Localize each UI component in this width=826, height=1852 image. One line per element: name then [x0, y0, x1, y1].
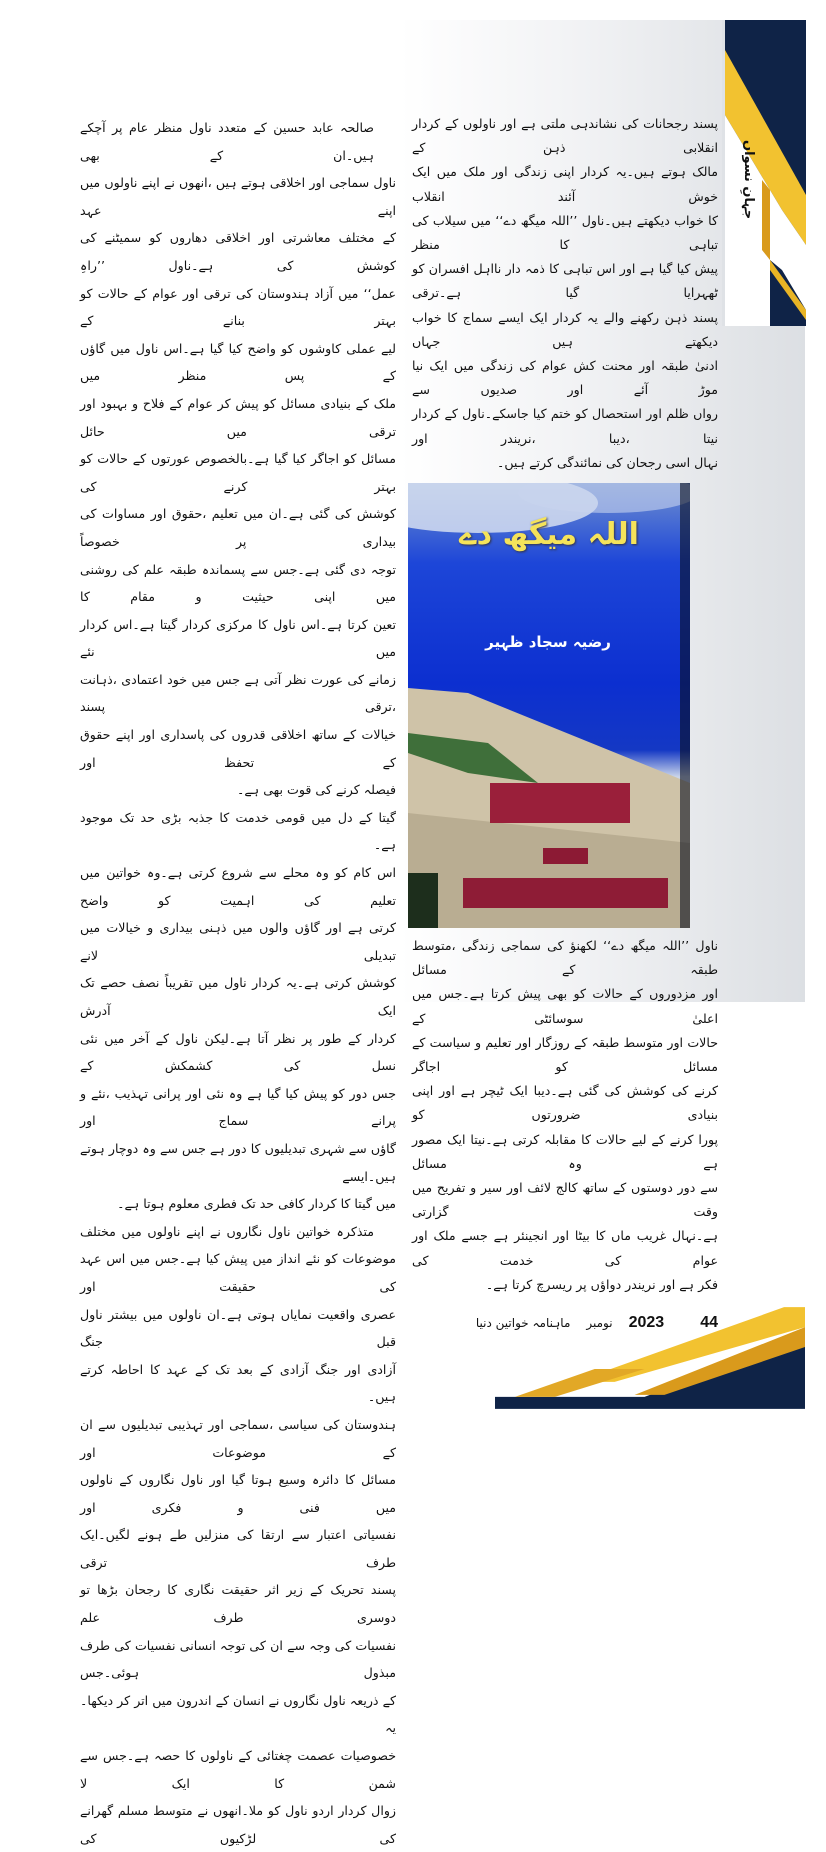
text-line: متذکرہ خواتین ناول نگاروں نے اپنے ناولوں میں مختلف — [80, 1223, 374, 1239]
right-article-column — [412, 112, 718, 475]
right-side-content — [412, 112, 718, 1409]
text-line: پورا کرنے کے لیے حالات کا مقابلہ کرتی ہے۔نیتا ایک مصور ہے وہ مسائل — [412, 1131, 718, 1171]
page-footer — [412, 1309, 805, 1409]
text-line: میں گیتا کا کردار کافی حد تک فطری معلوم ہوتا ہے۔ — [117, 1196, 396, 1212]
text-line: ہندوستان کی سیاسی ،سماجی اور تہذیبی تبدیلیوں سے ان کے موضوعات اور — [80, 1416, 396, 1460]
text-line: حالات اور متوسط طبقہ کے روزگار اور تعلیم و سیاست کے مسائل کو اجاگر — [412, 1034, 718, 1075]
left-article-column — [80, 114, 396, 1852]
cover-title: اللہ میگھ دے — [459, 517, 639, 553]
text-line: ناول ’’اللہ میگھ دے‘‘ لکھنؤ کی سماجی زندگی ،متوسط طبقہ کے مسائل — [412, 938, 718, 978]
magazine-name: ماہنامہ خواتین دنیا — [475, 1316, 571, 1331]
text-line: فکر ہے اور نریندر دواؤں پر ریسرچ کرتا ہے۔ — [485, 1276, 718, 1292]
page-number: 44 — [700, 1314, 718, 1332]
text-line: موضوعات کو نئے انداز میں پیش کیا ہے۔جس میں اس عہد کی حقیقت اور — [80, 1251, 396, 1294]
section-label: جہانِ نسواں — [741, 140, 756, 220]
issue-month: نومبر — [586, 1316, 613, 1331]
text-line: نفسیاتی اعتبار سے ارتقا کی منزلیں طے ہونے لگیں۔ایک طرف ترقی — [80, 1527, 396, 1570]
text-line: ادنیٰ طبقہ اور محنت کش عوام کی زندگی میں ایک نیا موڑ آئے اور صدیوں سے — [412, 358, 718, 398]
text-line: کرنے کی کوشش کی گئی ہے۔دیبا ایک ٹیچر ہے اور اپنی بنیادی ضرورتوں کو — [412, 1083, 718, 1123]
text-line: پسند رجحانات کی نشاندہی ملتی ہے اور ناولوں کے کردار انقلابی ذہن کے — [412, 116, 718, 156]
text-line: مسائل کا دائرہ وسیع ہوتا گیا اور ناول نگاروں کے ناولوں میں فنی و فکری اور — [80, 1472, 396, 1515]
text-line: گاؤں سے شہری تبدیلیوں کا دور ہے جس سے وہ دوچار ہوتے ہیں۔ایسے — [80, 1140, 396, 1184]
text-line: نہال اسی رجحان کی نمائندگی کرتے ہیں۔ — [496, 454, 718, 470]
text-line: پسند ذہن رکھنے والے یہ کردار ایک ایسے سماج کا خواب دیکھتے ہیں جہاں — [412, 309, 718, 349]
text-line: پیش کیا گیا ہے اور اس تباہی کا ذمہ دار نااہل افسران کو ٹھہرایا گیا ہے۔ترقی — [412, 261, 718, 301]
text-line: کردار کے طور پر نظر آتا ہے۔لیکن ناول کے آخر میں نئی نسل کی کشمکش کے — [80, 1030, 396, 1074]
text-line: خصوصیات عصمت چغتائی کے ناولوں کا حصہ ہے۔جس سے شمن کا ایک لا — [80, 1748, 396, 1791]
text-line: مالک ہوتے ہیں۔یہ کردار اپنی زندگی اور ملک میں ایک خوش آئند انقلاب — [412, 164, 718, 204]
text-line: رواں ظلم اور استحصال کو ختم کیا جاسکے۔ناول کے کردار نیتا ،دیبا ،نریندر اور — [412, 406, 718, 446]
text-line: کے ذریعہ ناول نگاروں نے انسان کے اندرون میں اتر کر دیکھا۔یہ — [80, 1692, 396, 1736]
text-line: ملک کے بنیادی مسائل کو پیش کر عوام کے فلاح و بہبود اور ترقی میں حائل — [80, 395, 396, 439]
text-line: لیے عملی کاوشوں کو واضح کیا گیا ہے۔اس ناول میں گاؤں کے پس منظر میں — [80, 340, 396, 384]
text-line: کوشش کی گئی ہے۔ان میں تعلیم ،حقوق اور مساوات کی بیداری پر خصوصاً — [80, 506, 396, 549]
text-line: خیالات کے ساتھ اخلاقی قدروں کی پاسداری اور اپنے حقوق کے تحفظ اور — [80, 727, 396, 770]
text-line: صالحہ عابد حسین کے متعدد ناول منظر عام پر آچکے ہیں۔ان کے بھی — [80, 120, 374, 163]
text-line: کے مختلف معاشرتی اور اخلاقی دھاروں کو سمیٹنے کی کوشش کی ہے۔ناول ’’راہِ — [80, 230, 396, 273]
text-line: ہے۔نہال غریب ماں کا بیٹا اور انجینئر ہے جسے ملک اور عوام کی خدمت کی — [412, 1228, 718, 1268]
text-line: گیتا کے دل میں قومی خدمت کا جذبہ بڑی حد تک موجود ہے۔ — [80, 809, 396, 853]
text-line: نفسیات کی وجہ سے ان کی توجہ انسانی نفسیات کی طرف مبذول ہوئی۔جس — [80, 1637, 396, 1681]
text-line: پسند تحریک کے زیر اثر حقیقت نگاری کا رجحان بڑھا تو دوسری طرف علم — [80, 1582, 396, 1626]
text-line: مسائل کو اجاگر کیا گیا ہے۔بالخصوص عورتوں کے حالات کو بہتر کرنے کی — [80, 451, 396, 494]
text-line: عمل‘‘ میں آزاد ہندوستان کی ترقی اور عوام کے حالات کو بہتر بنانے کے — [80, 285, 396, 329]
text-line: اس کام کو وہ محلے سے شروع کرتی ہے۔وہ خواتین میں تعلیم کی اہمیت کو واضح — [80, 865, 396, 908]
text-line: آزادی اور جنگ آزادی کے بعد تک کے عہد کا احاطہ کرتے ہیں۔ — [80, 1361, 396, 1405]
text-line: جس دور کو پیش کیا گیا ہے وہ نئی اور پرانی تہذیب ،نئے و پرانے سماج اور — [80, 1085, 396, 1129]
issue-year: 2023 — [628, 1314, 665, 1332]
text-line: اور مزدوروں کے حالات کو بھی پیش کرتا ہے۔جس میں اعلیٰ سوسائٹی کے — [412, 986, 718, 1026]
text-line: زوال کردار اردو ناول کو ملا۔انھوں نے متوسط مسلم گھرانے کی لڑکیوں کی — [80, 1803, 396, 1846]
footer-info — [476, 1311, 718, 1335]
text-line: کوشش کرتی ہے۔یہ کردار ناول میں تقریباً نصف حصے تک ایک آدرش — [80, 975, 396, 1018]
cover-author: رضیہ سجاد ظہیر — [485, 633, 611, 652]
text-line: فیصلہ کرنے کی قوت بھی ہے۔ — [237, 782, 396, 798]
publisher-banner — [490, 783, 630, 823]
image-side-text — [412, 934, 718, 1297]
text-line: ناول سماجی اور اخلاقی ہوتے ہیں ،انھوں نے اپنے ناولوں میں اپنے عہد — [80, 175, 396, 218]
text-line: توجہ دی گئی ہے۔جس سے پسماندہ طبقہ علم کی روشنی میں اپنی حیثیت و مقام کا — [80, 561, 396, 605]
text-line: عصری واقعیت نمایاں ہوتی ہے۔ان ناولوں میں بیشتر ناول قبل جنگ — [80, 1306, 396, 1350]
text-line: سے دور دوستوں کے ساتھ کالج لائف اور سیر و تفریح میں وقت گزارتی — [412, 1180, 718, 1220]
book-cover-image — [408, 483, 690, 928]
text-line: تعین کرتا ہے۔اس ناول کا مرکزی کردار گیتا ہے۔اس کردار میں نئے — [80, 616, 396, 660]
text-line: زمانے کی عورت نظر آتی ہے جس میں خود اعتمادی ،ذہانت ،ترقی پسند — [80, 671, 396, 715]
text-line: کا خواب دیکھتے ہیں۔ناول ’’اللہ میگھ دے‘‘ میں سیلاب کی تباہی کا منظر — [412, 212, 718, 253]
text-line: کرتی ہے اور گاؤں والوں میں ذہنی بیداری و خیالات میں تبدیلی لانے — [80, 920, 396, 963]
